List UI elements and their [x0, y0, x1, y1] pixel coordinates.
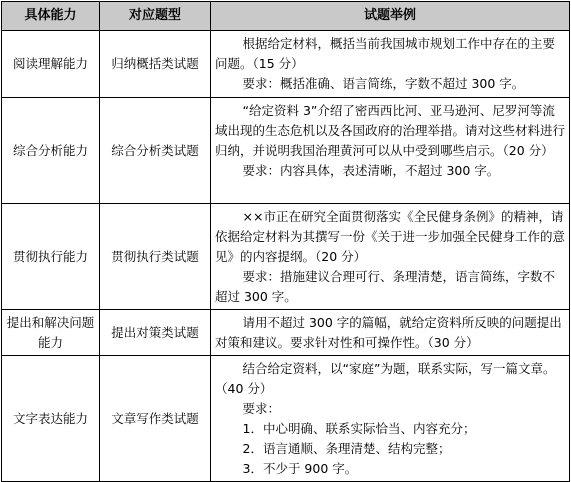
example-cell [211, 310, 570, 356]
question-type-cell: 贯彻执行类试题 [100, 204, 211, 310]
table-header-row [2, 2, 570, 31]
exam-ability-table [1, 1, 570, 482]
example-requirement: 要求： [242, 401, 281, 416]
requirement-list-item: 1．中心明确、联系实际恰当、内容充分； [242, 421, 476, 436]
ability-cell: 贯彻执行能力 [2, 204, 100, 310]
question-type-cell: 文章写作类试题 [100, 356, 211, 482]
example-paragraph: “给定资料 3”介绍了密西西比河、亚马逊河、尼罗河等流域出现的生态危机以及各国政府的治理举措。请对这些材料进行归纳，并说明我国治理黄河可以从中受到哪些启示。（20 分） [215, 103, 566, 158]
ability-cell: 综合分析能力 [2, 98, 100, 204]
ability-cell: 提出和解决问题能力 [2, 310, 100, 356]
example-requirement: 要求：概括准确、语言简练，字数不超过 300 字。 [242, 76, 525, 91]
requirement-list-item: 3．不少于 900 字。 [242, 461, 358, 476]
example-requirement: 要求：措施建议合理可行、条理清楚，语言简练，字数不超过 300 字。 [215, 269, 556, 304]
example-cell [211, 204, 570, 310]
question-type-cell: 提出对策类试题 [100, 310, 211, 356]
example-paragraph: 结合给定资料，以“家庭”为题，联系实际，写一篇文章。（40 分） [215, 361, 556, 396]
example-cell [211, 98, 570, 204]
example-requirement: 要求：内容具体，表述清晰，不超过 300 字。 [242, 163, 500, 178]
example-cell [211, 31, 570, 98]
header-ability: 具体能力 [2, 2, 100, 31]
ability-cell: 文字表达能力 [2, 356, 100, 482]
example-paragraph: 根据给定材料，概括当前我国城市规划工作中存在的主要问题。（15 分） [215, 36, 556, 71]
table-row [2, 31, 570, 98]
example-cell [211, 356, 570, 482]
table-row [2, 98, 570, 204]
question-type-cell: 归纳概括类试题 [100, 31, 211, 98]
ability-cell: 阅读理解能力 [2, 31, 100, 98]
table-row [2, 204, 570, 310]
question-type-cell: 综合分析类试题 [100, 98, 211, 204]
table-row [2, 356, 570, 482]
requirement-list-item: 2．语言通顺、条理清楚、结构完整； [242, 441, 451, 456]
example-paragraph: 请用不超过 300 字的篇幅，就给定资料所反映的问题提出对策和建议。要求针对性和可操作性。（30 分） [215, 315, 562, 350]
example-paragraph: ××市正在研究全面贯彻落实《全民健身条例》的精神，请依据给定材料为其撰写一份《关于进一步加强全民健身工作的意见》的内容提纲。（20 分） [215, 209, 566, 264]
header-question-type: 对应题型 [100, 2, 211, 31]
table-row [2, 310, 570, 356]
header-example: 试题举例 [211, 2, 570, 31]
